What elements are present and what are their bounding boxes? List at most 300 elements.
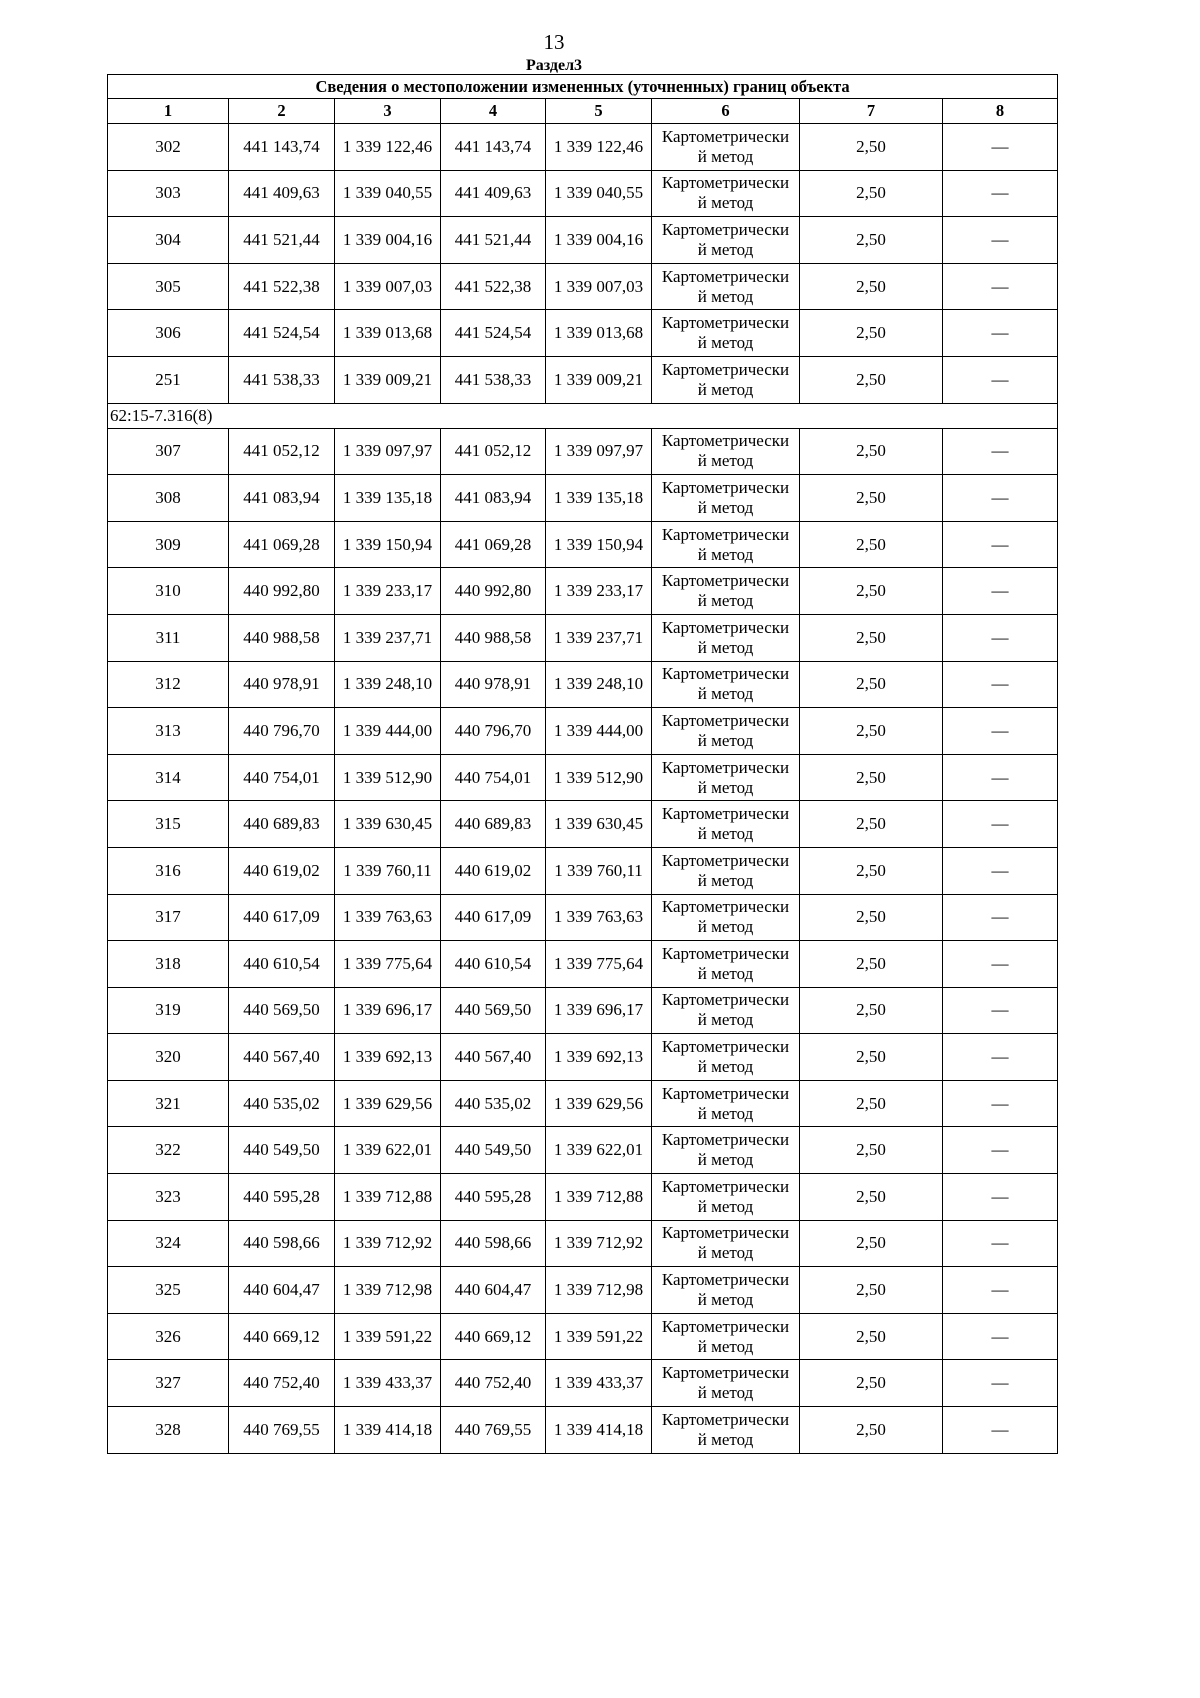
x-old-cell: 441 521,44	[229, 217, 335, 264]
x-old-cell: 440 796,70	[229, 708, 335, 755]
y-old-cell: 1 339 444,00	[335, 708, 441, 755]
y-new-cell: 1 339 622,01	[546, 1127, 652, 1174]
point-number-cell: 310	[108, 568, 229, 615]
method-text-line2: й метод	[697, 591, 754, 611]
point-number-cell: 317	[108, 894, 229, 941]
column-number: 4	[441, 99, 546, 124]
point-number-cell: 303	[108, 170, 229, 217]
method-cell	[652, 661, 800, 708]
method-text-line1: Картометрически	[661, 1083, 790, 1103]
method-text-line1: Картометрически	[661, 524, 790, 544]
y-new-cell: 1 339 135,18	[546, 475, 652, 522]
accuracy-cell: 2,50	[800, 1267, 943, 1314]
accuracy-cell: 2,50	[800, 1034, 943, 1081]
accuracy-cell: 2,50	[800, 217, 943, 264]
method-cell	[652, 708, 800, 755]
dash-cell: —	[943, 356, 1058, 403]
method-cell	[652, 263, 800, 310]
table-row	[108, 1220, 1058, 1267]
table-row	[108, 1407, 1058, 1454]
accuracy-cell: 2,50	[800, 124, 943, 171]
x-new-cell: 440 752,40	[441, 1360, 546, 1407]
dash-cell: —	[943, 1080, 1058, 1127]
table-row	[108, 1174, 1058, 1221]
method-cell	[652, 941, 800, 988]
method-text-line1: Картометрически	[661, 664, 790, 684]
method-text-line2: й метод	[697, 1150, 754, 1170]
method-text-line2: й метод	[697, 1290, 754, 1310]
point-number-cell: 308	[108, 475, 229, 522]
point-number-cell: 306	[108, 310, 229, 357]
point-number-cell: 324	[108, 1220, 229, 1267]
dash-cell: —	[943, 1174, 1058, 1221]
y-old-cell: 1 339 004,16	[335, 217, 441, 264]
y-old-cell: 1 339 150,94	[335, 521, 441, 568]
section-title: Раздел3	[525, 57, 583, 74]
y-old-cell: 1 339 712,98	[335, 1267, 441, 1314]
method-text-line2: й метод	[697, 777, 754, 797]
y-old-cell: 1 339 512,90	[335, 754, 441, 801]
method-text-line1: Картометрически	[661, 431, 790, 451]
y-new-cell: 1 339 237,71	[546, 614, 652, 661]
x-new-cell: 440 595,28	[441, 1174, 546, 1221]
dash-cell: —	[943, 170, 1058, 217]
x-old-cell: 440 752,40	[229, 1360, 335, 1407]
y-new-cell: 1 339 097,97	[546, 428, 652, 475]
table-row	[108, 521, 1058, 568]
method-text-line1: Картометрически	[661, 943, 790, 963]
method-cell	[652, 1407, 800, 1454]
method-text-line2: й метод	[697, 870, 754, 890]
point-number-cell: 320	[108, 1034, 229, 1081]
point-number-cell: 321	[108, 1080, 229, 1127]
x-old-cell: 440 769,55	[229, 1407, 335, 1454]
table-row	[108, 614, 1058, 661]
point-number-cell: 304	[108, 217, 229, 264]
method-text-line2: й метод	[697, 730, 754, 750]
y-new-cell: 1 339 122,46	[546, 124, 652, 171]
accuracy-cell: 2,50	[800, 356, 943, 403]
method-text-line1: Картометрически	[661, 266, 790, 286]
method-text-line1: Картометрически	[661, 126, 790, 146]
x-old-cell: 440 689,83	[229, 801, 335, 848]
y-old-cell: 1 339 013,68	[335, 310, 441, 357]
x-new-cell: 440 610,54	[441, 941, 546, 988]
y-old-cell: 1 339 122,46	[335, 124, 441, 171]
accuracy-cell: 2,50	[800, 1127, 943, 1174]
x-old-cell: 440 595,28	[229, 1174, 335, 1221]
x-old-cell: 441 069,28	[229, 521, 335, 568]
method-text-line2: й метод	[697, 286, 754, 306]
method-text-line2: й метод	[697, 637, 754, 657]
x-new-cell: 440 689,83	[441, 801, 546, 848]
method-text-line2: й метод	[697, 1429, 754, 1449]
table-row	[108, 801, 1058, 848]
x-new-cell: 440 569,50	[441, 987, 546, 1034]
method-text-line1: Картометрически	[661, 710, 790, 730]
method-text-line1: Картометрически	[661, 897, 790, 917]
y-old-cell: 1 339 233,17	[335, 568, 441, 615]
accuracy-cell: 2,50	[800, 170, 943, 217]
table-row	[108, 708, 1058, 755]
dash-cell: —	[943, 1127, 1058, 1174]
y-old-cell: 1 339 135,18	[335, 475, 441, 522]
group-label: 62:15-7.316(8)	[108, 403, 1058, 428]
dash-cell: —	[943, 124, 1058, 171]
accuracy-cell: 2,50	[800, 894, 943, 941]
method-text-line2: й метод	[697, 684, 754, 704]
accuracy-cell: 2,50	[800, 475, 943, 522]
column-number-row	[108, 99, 1058, 124]
table-row	[108, 170, 1058, 217]
column-number: 1	[108, 99, 229, 124]
method-text-line1: Картометрически	[661, 990, 790, 1010]
dash-cell: —	[943, 894, 1058, 941]
x-old-cell: 440 567,40	[229, 1034, 335, 1081]
y-old-cell: 1 339 622,01	[335, 1127, 441, 1174]
page-number: 13	[543, 30, 565, 54]
dash-cell: —	[943, 1220, 1058, 1267]
point-number-cell: 327	[108, 1360, 229, 1407]
y-old-cell: 1 339 712,92	[335, 1220, 441, 1267]
x-new-cell: 440 669,12	[441, 1313, 546, 1360]
dash-cell: —	[943, 1034, 1058, 1081]
dash-cell: —	[943, 310, 1058, 357]
accuracy-cell: 2,50	[800, 987, 943, 1034]
accuracy-cell: 2,50	[800, 521, 943, 568]
point-number-cell: 307	[108, 428, 229, 475]
table-row	[108, 1034, 1058, 1081]
x-new-cell: 440 617,09	[441, 894, 546, 941]
dash-cell: —	[943, 754, 1058, 801]
method-text-line1: Картометрически	[661, 1176, 790, 1196]
dash-cell: —	[943, 568, 1058, 615]
method-cell	[652, 894, 800, 941]
table-row	[108, 1127, 1058, 1174]
method-text-line2: й метод	[697, 379, 754, 399]
accuracy-cell: 2,50	[800, 1220, 943, 1267]
dash-cell: —	[943, 1360, 1058, 1407]
x-old-cell: 441 524,54	[229, 310, 335, 357]
y-old-cell: 1 339 712,88	[335, 1174, 441, 1221]
accuracy-cell: 2,50	[800, 1360, 943, 1407]
dash-cell: —	[943, 217, 1058, 264]
table-row	[108, 1360, 1058, 1407]
column-number: 7	[800, 99, 943, 124]
method-text-line1: Картометрически	[661, 477, 790, 497]
y-new-cell: 1 339 150,94	[546, 521, 652, 568]
table-row	[108, 1080, 1058, 1127]
accuracy-cell: 2,50	[800, 1174, 943, 1221]
y-new-cell: 1 339 692,13	[546, 1034, 652, 1081]
point-number-cell: 316	[108, 847, 229, 894]
y-old-cell: 1 339 696,17	[335, 987, 441, 1034]
y-old-cell: 1 339 775,64	[335, 941, 441, 988]
y-new-cell: 1 339 009,21	[546, 356, 652, 403]
method-text-line2: й метод	[697, 451, 754, 471]
y-old-cell: 1 339 097,97	[335, 428, 441, 475]
x-old-cell: 441 409,63	[229, 170, 335, 217]
x-old-cell: 440 604,47	[229, 1267, 335, 1314]
x-new-cell: 441 522,38	[441, 263, 546, 310]
y-new-cell: 1 339 233,17	[546, 568, 652, 615]
y-new-cell: 1 339 712,98	[546, 1267, 652, 1314]
x-old-cell: 440 569,50	[229, 987, 335, 1034]
y-old-cell: 1 339 760,11	[335, 847, 441, 894]
table-row	[108, 356, 1058, 403]
y-old-cell: 1 339 009,21	[335, 356, 441, 403]
point-number-cell: 251	[108, 356, 229, 403]
method-text-line2: й метод	[697, 239, 754, 259]
y-new-cell: 1 339 763,63	[546, 894, 652, 941]
method-text-line2: й метод	[697, 146, 754, 166]
point-number-cell: 318	[108, 941, 229, 988]
y-old-cell: 1 339 433,37	[335, 1360, 441, 1407]
method-text-line1: Картометрически	[661, 1363, 790, 1383]
method-cell	[652, 987, 800, 1034]
y-old-cell: 1 339 007,03	[335, 263, 441, 310]
x-old-cell: 440 754,01	[229, 754, 335, 801]
dash-cell: —	[943, 428, 1058, 475]
table-caption: Сведения о местоположении измененных (уточненных) границ объекта	[108, 75, 1058, 99]
x-new-cell: 440 619,02	[441, 847, 546, 894]
method-text-line1: Картометрически	[661, 1409, 790, 1429]
y-old-cell: 1 339 763,63	[335, 894, 441, 941]
x-new-cell: 441 538,33	[441, 356, 546, 403]
dash-cell: —	[943, 614, 1058, 661]
table-row	[108, 568, 1058, 615]
point-number-cell: 305	[108, 263, 229, 310]
x-new-cell: 441 409,63	[441, 170, 546, 217]
x-new-cell: 441 524,54	[441, 310, 546, 357]
y-old-cell: 1 339 629,56	[335, 1080, 441, 1127]
y-old-cell: 1 339 040,55	[335, 170, 441, 217]
dash-cell: —	[943, 1267, 1058, 1314]
y-old-cell: 1 339 248,10	[335, 661, 441, 708]
accuracy-cell: 2,50	[800, 428, 943, 475]
method-cell	[652, 1313, 800, 1360]
point-number-cell: 313	[108, 708, 229, 755]
x-new-cell: 441 521,44	[441, 217, 546, 264]
y-new-cell: 1 339 248,10	[546, 661, 652, 708]
method-text-line2: й метод	[697, 497, 754, 517]
table-row	[108, 263, 1058, 310]
method-text-line1: Картометрически	[661, 571, 790, 591]
dash-cell: —	[943, 661, 1058, 708]
method-cell	[652, 428, 800, 475]
accuracy-cell: 2,50	[800, 847, 943, 894]
x-new-cell: 440 769,55	[441, 1407, 546, 1454]
method-text-line2: й метод	[697, 1057, 754, 1077]
point-number-cell: 328	[108, 1407, 229, 1454]
dash-cell: —	[943, 708, 1058, 755]
x-old-cell: 440 988,58	[229, 614, 335, 661]
x-old-cell: 440 535,02	[229, 1080, 335, 1127]
method-text-line1: Картометрически	[661, 804, 790, 824]
point-number-cell: 322	[108, 1127, 229, 1174]
x-old-cell: 441 052,12	[229, 428, 335, 475]
table-row	[108, 987, 1058, 1034]
x-new-cell: 440 754,01	[441, 754, 546, 801]
method-cell	[652, 801, 800, 848]
point-number-cell: 312	[108, 661, 229, 708]
accuracy-cell: 2,50	[800, 801, 943, 848]
point-number-cell: 323	[108, 1174, 229, 1221]
accuracy-cell: 2,50	[800, 1080, 943, 1127]
x-new-cell: 441 069,28	[441, 521, 546, 568]
column-number: 8	[943, 99, 1058, 124]
x-old-cell: 440 669,12	[229, 1313, 335, 1360]
x-old-cell: 440 610,54	[229, 941, 335, 988]
point-number-cell: 319	[108, 987, 229, 1034]
accuracy-cell: 2,50	[800, 263, 943, 310]
table-row	[108, 754, 1058, 801]
y-new-cell: 1 339 414,18	[546, 1407, 652, 1454]
method-cell	[652, 1360, 800, 1407]
x-new-cell: 440 549,50	[441, 1127, 546, 1174]
column-number: 3	[335, 99, 441, 124]
x-old-cell: 441 522,38	[229, 263, 335, 310]
method-cell	[652, 847, 800, 894]
x-new-cell: 440 598,66	[441, 1220, 546, 1267]
table-body	[108, 124, 1058, 1454]
method-cell	[652, 475, 800, 522]
point-number-cell: 311	[108, 614, 229, 661]
method-text-line2: й метод	[697, 963, 754, 983]
x-new-cell: 441 052,12	[441, 428, 546, 475]
x-new-cell: 441 083,94	[441, 475, 546, 522]
coordinates-table	[107, 74, 1058, 1454]
x-old-cell: 440 549,50	[229, 1127, 335, 1174]
accuracy-cell: 2,50	[800, 568, 943, 615]
method-text-line2: й метод	[697, 333, 754, 353]
method-text-line1: Картометрически	[661, 757, 790, 777]
y-new-cell: 1 339 712,88	[546, 1174, 652, 1221]
method-text-line2: й метод	[697, 917, 754, 937]
method-text-line1: Картометрически	[661, 219, 790, 239]
table-row	[108, 941, 1058, 988]
dash-cell: —	[943, 941, 1058, 988]
method-cell	[652, 1267, 800, 1314]
dash-cell: —	[943, 263, 1058, 310]
y-old-cell: 1 339 414,18	[335, 1407, 441, 1454]
x-new-cell: 440 988,58	[441, 614, 546, 661]
accuracy-cell: 2,50	[800, 1313, 943, 1360]
method-text-line1: Картометрически	[661, 1037, 790, 1057]
method-cell	[652, 217, 800, 264]
x-old-cell: 440 619,02	[229, 847, 335, 894]
method-text-line2: й метод	[697, 824, 754, 844]
dash-cell: —	[943, 801, 1058, 848]
method-text-line2: й метод	[697, 1383, 754, 1403]
method-cell	[652, 356, 800, 403]
method-cell	[652, 1220, 800, 1267]
x-new-cell: 441 143,74	[441, 124, 546, 171]
method-text-line2: й метод	[697, 1336, 754, 1356]
y-old-cell: 1 339 591,22	[335, 1313, 441, 1360]
x-old-cell: 440 617,09	[229, 894, 335, 941]
method-text-line2: й метод	[697, 1196, 754, 1216]
table-row	[108, 661, 1058, 708]
column-number: 2	[229, 99, 335, 124]
method-cell	[652, 568, 800, 615]
method-text-line1: Картометрически	[661, 617, 790, 637]
dash-cell: —	[943, 847, 1058, 894]
y-new-cell: 1 339 696,17	[546, 987, 652, 1034]
y-new-cell: 1 339 760,11	[546, 847, 652, 894]
x-new-cell: 440 978,91	[441, 661, 546, 708]
dash-cell: —	[943, 1407, 1058, 1454]
method-text-line1: Картометрически	[661, 1316, 790, 1336]
accuracy-cell: 2,50	[800, 661, 943, 708]
y-old-cell: 1 339 692,13	[335, 1034, 441, 1081]
table-row	[108, 1313, 1058, 1360]
y-new-cell: 1 339 591,22	[546, 1313, 652, 1360]
point-number-cell: 314	[108, 754, 229, 801]
y-new-cell: 1 339 004,16	[546, 217, 652, 264]
column-number: 5	[546, 99, 652, 124]
x-new-cell: 440 796,70	[441, 708, 546, 755]
method-cell	[652, 124, 800, 171]
y-old-cell: 1 339 630,45	[335, 801, 441, 848]
x-old-cell: 440 978,91	[229, 661, 335, 708]
method-text-line2: й метод	[697, 544, 754, 564]
method-text-line1: Картометрически	[661, 1130, 790, 1150]
method-text-line1: Картометрически	[661, 359, 790, 379]
method-text-line2: й метод	[697, 193, 754, 213]
x-new-cell: 440 567,40	[441, 1034, 546, 1081]
method-text-line1: Картометрически	[661, 1270, 790, 1290]
point-number-cell: 326	[108, 1313, 229, 1360]
y-new-cell: 1 339 433,37	[546, 1360, 652, 1407]
y-new-cell: 1 339 712,92	[546, 1220, 652, 1267]
point-number-cell: 325	[108, 1267, 229, 1314]
accuracy-cell: 2,50	[800, 1407, 943, 1454]
accuracy-cell: 2,50	[800, 310, 943, 357]
table-row	[108, 847, 1058, 894]
y-new-cell: 1 339 444,00	[546, 708, 652, 755]
x-old-cell: 440 598,66	[229, 1220, 335, 1267]
column-number: 6	[652, 99, 800, 124]
method-text-line2: й метод	[697, 1103, 754, 1123]
y-old-cell: 1 339 237,71	[335, 614, 441, 661]
method-cell	[652, 614, 800, 661]
dash-cell: —	[943, 475, 1058, 522]
accuracy-cell: 2,50	[800, 754, 943, 801]
y-new-cell: 1 339 007,03	[546, 263, 652, 310]
x-new-cell: 440 604,47	[441, 1267, 546, 1314]
dash-cell: —	[943, 1313, 1058, 1360]
point-number-cell: 315	[108, 801, 229, 848]
method-text-line2: й метод	[697, 1010, 754, 1030]
y-new-cell: 1 339 040,55	[546, 170, 652, 217]
x-new-cell: 440 535,02	[441, 1080, 546, 1127]
y-new-cell: 1 339 013,68	[546, 310, 652, 357]
dash-cell: —	[943, 987, 1058, 1034]
point-number-cell: 309	[108, 521, 229, 568]
x-old-cell: 441 538,33	[229, 356, 335, 403]
y-new-cell: 1 339 512,90	[546, 754, 652, 801]
method-text-line1: Картометрически	[661, 313, 790, 333]
dash-cell: —	[943, 521, 1058, 568]
table-row	[108, 1267, 1058, 1314]
method-text-line1: Картометрически	[661, 850, 790, 870]
method-cell	[652, 754, 800, 801]
table-row	[108, 894, 1058, 941]
x-new-cell: 440 992,80	[441, 568, 546, 615]
accuracy-cell: 2,50	[800, 614, 943, 661]
x-old-cell: 441 143,74	[229, 124, 335, 171]
